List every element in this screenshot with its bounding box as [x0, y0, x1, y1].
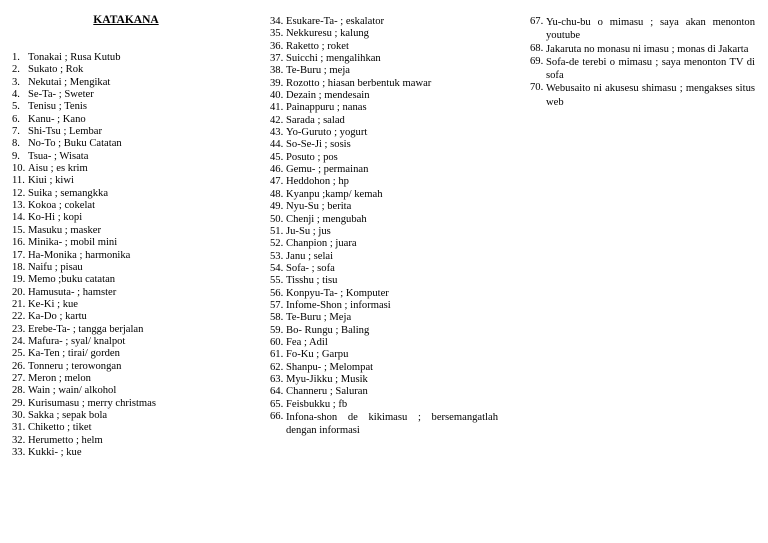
item-number: 42.	[270, 114, 284, 126]
item-number: 68.	[530, 42, 544, 54]
vocab-list-item	[270, 41, 498, 53]
item-number: 64.	[270, 386, 284, 398]
item-number: 57.	[270, 299, 284, 311]
item-number: 17.	[12, 249, 26, 261]
vocab-list-item	[12, 385, 156, 397]
item-text: Shi-Tsu ; Lembar	[28, 126, 102, 138]
item-text: Erebe-Ta- ; tangga berjalan	[28, 323, 144, 335]
vocab-list-item	[270, 90, 498, 102]
item-number: 39.	[270, 77, 284, 89]
vocab-list-item	[270, 28, 498, 40]
item-number: 53.	[270, 250, 284, 262]
vocab-list-item	[270, 115, 498, 127]
item-text: Naifu ; pisau	[28, 261, 83, 273]
item-text: Suika ; semangkka	[28, 187, 109, 199]
item-number: 32.	[12, 434, 26, 446]
item-text: Tsua- ; Wisata	[28, 150, 89, 162]
item-text: Wain ; wain/ alkohol	[28, 385, 117, 397]
item-text: Chanpion ; juara	[286, 238, 357, 250]
item-number: 18.	[12, 261, 26, 273]
vocab-list-item	[270, 238, 498, 250]
item-text: Kyanpu ;kamp/ kemah	[286, 188, 383, 200]
item-text: Shanpu- ; Melompat	[286, 361, 374, 373]
item-number: 3.	[12, 76, 20, 88]
vocab-list-item	[12, 175, 156, 187]
vocab-list-item	[530, 82, 755, 109]
item-text: Ha-Monika ; harmonika	[28, 249, 131, 261]
vocab-list-item	[270, 214, 498, 226]
vocab-list-item	[12, 447, 156, 459]
item-text: Ko-Hi ; kopi	[28, 212, 83, 224]
item-text: Suicchi ; mengalihkan	[286, 53, 381, 65]
vocab-list-item	[12, 89, 156, 101]
item-text: Ka-Do ; kartu	[28, 311, 87, 323]
vocab-list-item	[270, 399, 498, 411]
vocab-list-item	[12, 336, 156, 348]
vocab-list-item	[270, 164, 498, 176]
item-number: 5.	[12, 101, 20, 113]
item-text: So-Se-Ji ; sosis	[286, 139, 351, 151]
vocab-list-item	[12, 324, 156, 336]
vocab-list-item	[12, 188, 156, 200]
vocab-list-item	[12, 237, 156, 249]
item-number: 24.	[12, 335, 26, 347]
vocab-list-item	[12, 262, 156, 274]
vocab-list-item	[270, 189, 498, 201]
vocab-list-item	[12, 114, 156, 126]
item-number: 50.	[270, 213, 284, 225]
vocab-list-item	[12, 200, 156, 212]
item-number: 47.	[270, 176, 284, 188]
item-text: Yu-chu-bu o mimasu ; saya akan menonton youtube	[546, 17, 755, 42]
item-text: Nyu-Su ; berita	[286, 201, 352, 213]
item-number: 34.	[270, 16, 284, 27]
vocab-column-1	[12, 52, 156, 459]
item-number: 56.	[270, 287, 284, 299]
item-text: Masuku ; masker	[28, 224, 101, 236]
item-text: Yo-Guruto ; yogurt	[286, 127, 368, 139]
vocab-list-item	[270, 152, 498, 164]
item-text: Infome-Shon ; informasi	[286, 299, 391, 311]
item-text: Herumetto ; helm	[28, 434, 103, 446]
vocab-list-item	[12, 138, 156, 150]
item-number: 26.	[12, 360, 26, 372]
item-text: Kanu- ; Kano	[28, 113, 86, 125]
item-number: 66.	[270, 411, 284, 422]
item-text: Kiui ; kiwi	[28, 175, 74, 187]
item-text: Kukki- ; kue	[28, 447, 82, 458]
vocab-list-item	[12, 398, 156, 410]
vocab-list-item	[270, 176, 498, 188]
item-number: 69.	[530, 55, 544, 67]
item-number: 28.	[12, 385, 26, 397]
vocab-list-item	[270, 102, 498, 114]
item-text: Nekkuresu ; kalung	[286, 28, 369, 40]
item-number: 36.	[270, 40, 284, 52]
item-text: Heddohon ; hp	[286, 176, 349, 188]
vocab-list-item	[12, 435, 156, 447]
vocab-list-item	[12, 64, 156, 76]
item-number: 46.	[270, 164, 284, 176]
vocab-list-item	[270, 16, 498, 28]
vocab-list-item	[530, 16, 755, 43]
item-text: Myu-Jikku ; Musik	[286, 373, 368, 385]
item-number: 20.	[12, 286, 26, 298]
item-text: Fea ; Adil	[286, 336, 328, 348]
vocab-list-item	[12, 77, 156, 89]
item-number: 63.	[270, 373, 284, 385]
item-text: Esukare-Ta- ; eskalator	[286, 16, 385, 27]
item-number: 60.	[270, 336, 284, 348]
item-text: Bo- Rungu ; Baling	[286, 324, 370, 336]
item-text: Chiketto ; tiket	[28, 422, 92, 434]
vocab-list-item	[270, 65, 498, 77]
vocab-list-item	[270, 78, 498, 90]
item-text: Hamusuta- ; hamster	[28, 286, 117, 298]
item-number: 62.	[270, 361, 284, 373]
item-number: 25.	[12, 348, 26, 360]
vocab-list-item	[12, 163, 156, 175]
item-text: Te-Buru ; Meja	[286, 312, 352, 324]
item-text: Memo ;buku catatan	[28, 274, 116, 286]
item-text: Webusaito ni akusesu shimasu ; mengakses situs web	[546, 83, 755, 108]
item-text: Sarada ; salad	[286, 114, 345, 126]
item-text: Te-Buru ; meja	[286, 65, 350, 77]
vocab-list-item	[270, 53, 498, 65]
vocab-list-item	[12, 101, 156, 113]
item-number: 58.	[270, 312, 284, 324]
vocab-list-item	[12, 52, 156, 64]
item-number: 16.	[12, 237, 26, 249]
item-number: 43.	[270, 127, 284, 139]
item-number: 30.	[12, 409, 26, 421]
item-text: Kurisumasu ; merry christmas	[28, 397, 156, 409]
item-text: Infona-shon de kikimasu ; bersemangatlah dengan informasi	[286, 412, 498, 436]
item-text: Painappuru ; nanas	[286, 102, 367, 114]
item-number: 40.	[270, 90, 284, 102]
item-text: Dezain ; mendesain	[286, 90, 370, 102]
item-text: Tisshu ; tisu	[286, 275, 338, 287]
item-number: 11.	[12, 175, 25, 187]
item-text: Fo-Ku ; Garpu	[286, 349, 349, 361]
item-number: 1.	[12, 52, 20, 63]
vocab-list-item	[12, 410, 156, 422]
vocab-list-item	[12, 348, 156, 360]
item-number: 49.	[270, 201, 284, 213]
item-number: 10.	[12, 163, 26, 175]
item-number: 59.	[270, 324, 284, 336]
vocab-list-item	[270, 374, 498, 386]
item-number: 2.	[12, 64, 20, 76]
vocab-list-item	[270, 411, 498, 437]
item-number: 35.	[270, 28, 284, 40]
item-number: 48.	[270, 188, 284, 200]
item-text: Tenisu ; Tenis	[28, 101, 87, 113]
vocab-list-item	[12, 225, 156, 237]
vocab-list-item	[270, 275, 498, 287]
item-number: 21.	[12, 298, 26, 310]
vocab-list-item	[270, 386, 498, 398]
item-number: 14.	[12, 212, 26, 224]
item-text: Channeru ; Saluran	[286, 386, 368, 398]
vocab-column-2	[270, 16, 498, 437]
item-text: Minika- ; mobil mini	[28, 237, 118, 249]
item-number: 45.	[270, 151, 284, 163]
vocab-list-item	[12, 151, 156, 163]
item-number: 4.	[12, 89, 20, 101]
vocab-list-item	[270, 201, 498, 213]
vocab-list-item	[270, 362, 498, 374]
item-number: 27.	[12, 372, 26, 384]
item-text: Posuto ; pos	[286, 151, 338, 163]
vocab-list-item	[12, 212, 156, 224]
item-text: Ju-Su ; jus	[286, 225, 331, 237]
item-number: 61.	[270, 349, 284, 361]
vocab-list-item	[12, 373, 156, 385]
item-text: Jakaruta no monasu ni imasu ; monas di Jakarta	[546, 43, 749, 55]
item-text: Konpyu-Ta- ; Komputer	[286, 287, 389, 299]
item-text: Sakka ; sepak bola	[28, 409, 108, 421]
item-text: Tonakai ; Rusa Kutub	[28, 52, 121, 63]
vocab-list-item	[12, 287, 156, 299]
item-text: Janu ; selai	[286, 250, 334, 262]
vocab-list-item	[270, 300, 498, 312]
item-number: 23.	[12, 323, 26, 335]
item-text: Aisu ; es krim	[28, 163, 88, 175]
vocab-list-item	[12, 126, 156, 138]
item-text: Sofa- ; sofa	[286, 262, 335, 274]
item-text: Raketto ; roket	[286, 40, 349, 52]
item-number: 38.	[270, 65, 284, 77]
item-text: Sukato ; Rok	[28, 64, 84, 76]
item-number: 37.	[270, 53, 284, 65]
vocab-list-item	[12, 311, 156, 323]
item-number: 70.	[530, 82, 544, 94]
item-number: 7.	[12, 126, 20, 138]
vocab-list-item	[270, 288, 498, 300]
item-number: 15.	[12, 224, 26, 236]
item-number: 51.	[270, 225, 284, 237]
item-number: 8.	[12, 138, 20, 150]
item-text: Chenji ; mengubah	[286, 213, 367, 225]
item-number: 31.	[12, 422, 26, 434]
item-text: Ka-Ten ; tirai/ gorden	[28, 348, 120, 360]
vocab-list-item	[530, 43, 755, 56]
vocab-list-item	[270, 139, 498, 151]
item-text: Sofa-de terebi o mimasu ; saya menonton TV di sofa	[546, 56, 755, 82]
vocab-list-item	[12, 274, 156, 286]
item-number: 12.	[12, 187, 26, 199]
item-number: 13.	[12, 200, 26, 212]
item-text: Feisbukku ; fb	[286, 398, 348, 410]
item-text: Se-Ta- ; Sweter	[28, 89, 94, 101]
item-number: 6.	[12, 113, 20, 125]
item-number: 55.	[270, 275, 284, 287]
item-number: 19.	[12, 274, 26, 286]
vocab-list-item	[12, 299, 156, 311]
item-text: Gemu- ; permainan	[286, 164, 369, 176]
vocab-list-item	[270, 263, 498, 275]
vocab-list-item	[270, 312, 498, 324]
item-text: Ke-Ki ; kue	[28, 298, 79, 310]
item-number: 52.	[270, 238, 284, 250]
vocab-list-item	[270, 325, 498, 337]
item-number: 44.	[270, 139, 284, 151]
vocab-list-item	[270, 251, 498, 263]
item-text: Kokoa ; cokelat	[28, 200, 96, 212]
vocab-list-item	[270, 226, 498, 238]
vocab-list-item	[12, 250, 156, 262]
document-title: KATAKANA	[93, 14, 159, 26]
item-text: Meron ; melon	[28, 372, 91, 384]
item-number: 54.	[270, 262, 284, 274]
item-number: 65.	[270, 398, 284, 410]
vocab-column-3	[530, 16, 755, 109]
item-text: Mafura- ; syal/ knalpot	[28, 335, 126, 347]
item-text: Tonneru ; terowongan	[28, 360, 122, 372]
item-text: Rozotto ; hiasan berbentuk mawar	[286, 77, 432, 89]
vocab-list-item	[12, 422, 156, 434]
item-text: Nekutai ; Mengikat	[28, 76, 111, 88]
vocab-list-item	[270, 127, 498, 139]
item-number: 9.	[12, 150, 20, 162]
item-text: No-To ; Buku Catatan	[28, 138, 122, 150]
vocab-list-item	[270, 337, 498, 349]
item-number: 67.	[530, 16, 544, 27]
vocab-list-item	[270, 349, 498, 361]
item-number: 33.	[12, 447, 26, 458]
item-number: 41.	[270, 102, 284, 114]
vocab-list-item	[12, 361, 156, 373]
item-number: 29.	[12, 397, 26, 409]
item-number: 22.	[12, 311, 26, 323]
vocab-list-item	[530, 56, 755, 83]
